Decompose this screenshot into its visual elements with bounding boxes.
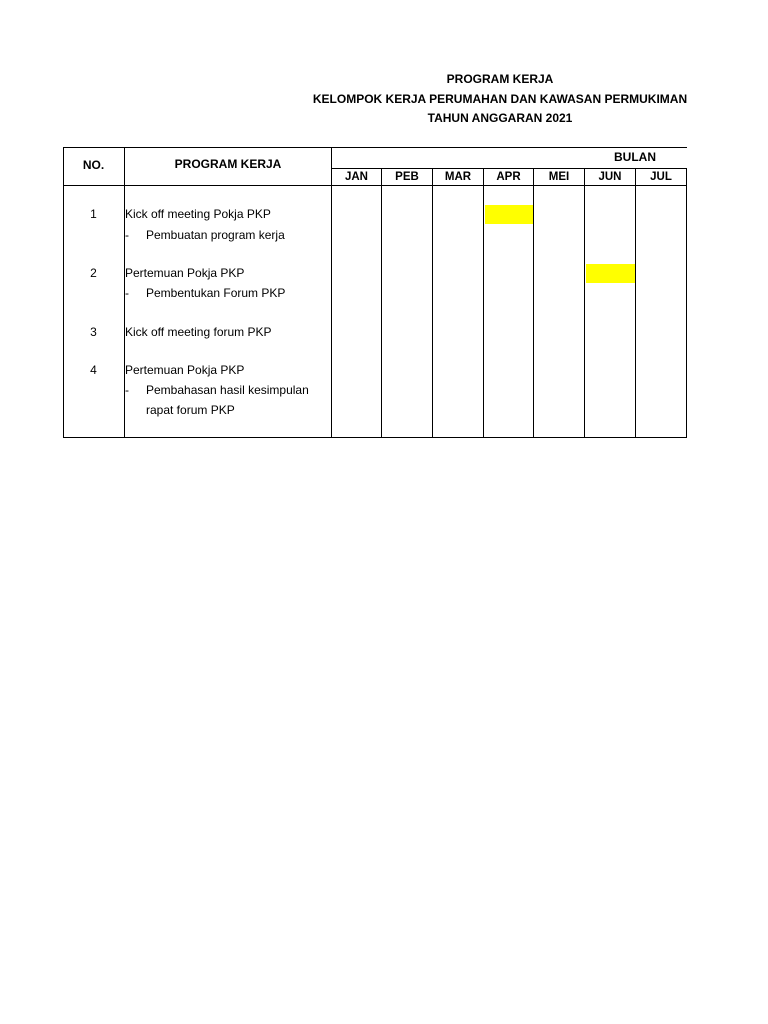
col-divider-jun xyxy=(635,168,636,438)
header-bottom xyxy=(63,185,687,186)
row-2-title: Pertemuan Pokja PKP xyxy=(125,266,245,280)
row-2-dash: - xyxy=(125,286,129,300)
month-mar: MAR xyxy=(444,171,472,183)
title-line-3: TAHUN ANGGARAN 2021 xyxy=(427,111,573,125)
header-program-kerja: PROGRAM KERJA xyxy=(174,157,282,171)
row-1-title: Kick off meeting Pokja PKP xyxy=(125,207,271,221)
month-jan: JAN xyxy=(344,171,368,183)
col-divider-mar xyxy=(483,168,484,438)
month-mei: MEI xyxy=(548,171,570,183)
title-line-2: KELOMPOK KERJA PERUMAHAN DAN KAWASAN PERMUKIMAN xyxy=(312,92,688,106)
month-jun: JUN xyxy=(598,171,622,183)
header-no: NO. xyxy=(82,158,105,172)
row-3-title: Kick off meeting forum PKP xyxy=(125,325,272,339)
col-divider-jan xyxy=(381,168,382,438)
month-jul: JUL xyxy=(650,171,672,183)
row-4-number: 4 xyxy=(90,363,97,377)
col-divider-mei xyxy=(584,168,585,438)
col-divider-program xyxy=(331,147,332,438)
header-bulan: BULAN xyxy=(614,150,656,164)
table-border-bottom xyxy=(63,437,687,438)
month-apr: APR xyxy=(496,171,521,183)
row-2-sub-1: Pembentukan Forum PKP xyxy=(146,286,286,300)
col-divider-peb xyxy=(432,168,433,438)
row-1-sub-1: Pembuatan program kerja xyxy=(146,228,285,242)
table-border-right xyxy=(686,168,687,438)
row-4-sub-1: Pembahasan hasil kesimpulan xyxy=(146,383,309,397)
title-line-1: PROGRAM KERJA xyxy=(446,72,554,86)
row-1-number: 1 xyxy=(90,207,97,221)
table-border-left xyxy=(63,147,64,438)
row-1-dash: - xyxy=(125,228,129,242)
highlight-row1-apr xyxy=(485,205,533,224)
col-divider-apr xyxy=(533,168,534,438)
month-peb: PEB xyxy=(395,171,419,183)
row-3-number: 3 xyxy=(90,325,97,339)
row-4-title: Pertemuan Pokja PKP xyxy=(125,363,245,377)
row-4-sub-2: rapat forum PKP xyxy=(146,403,235,417)
table-border-top xyxy=(63,147,687,148)
row-2-number: 2 xyxy=(90,266,97,280)
highlight-row2-jun xyxy=(586,264,635,283)
row-4-dash: - xyxy=(125,383,129,397)
